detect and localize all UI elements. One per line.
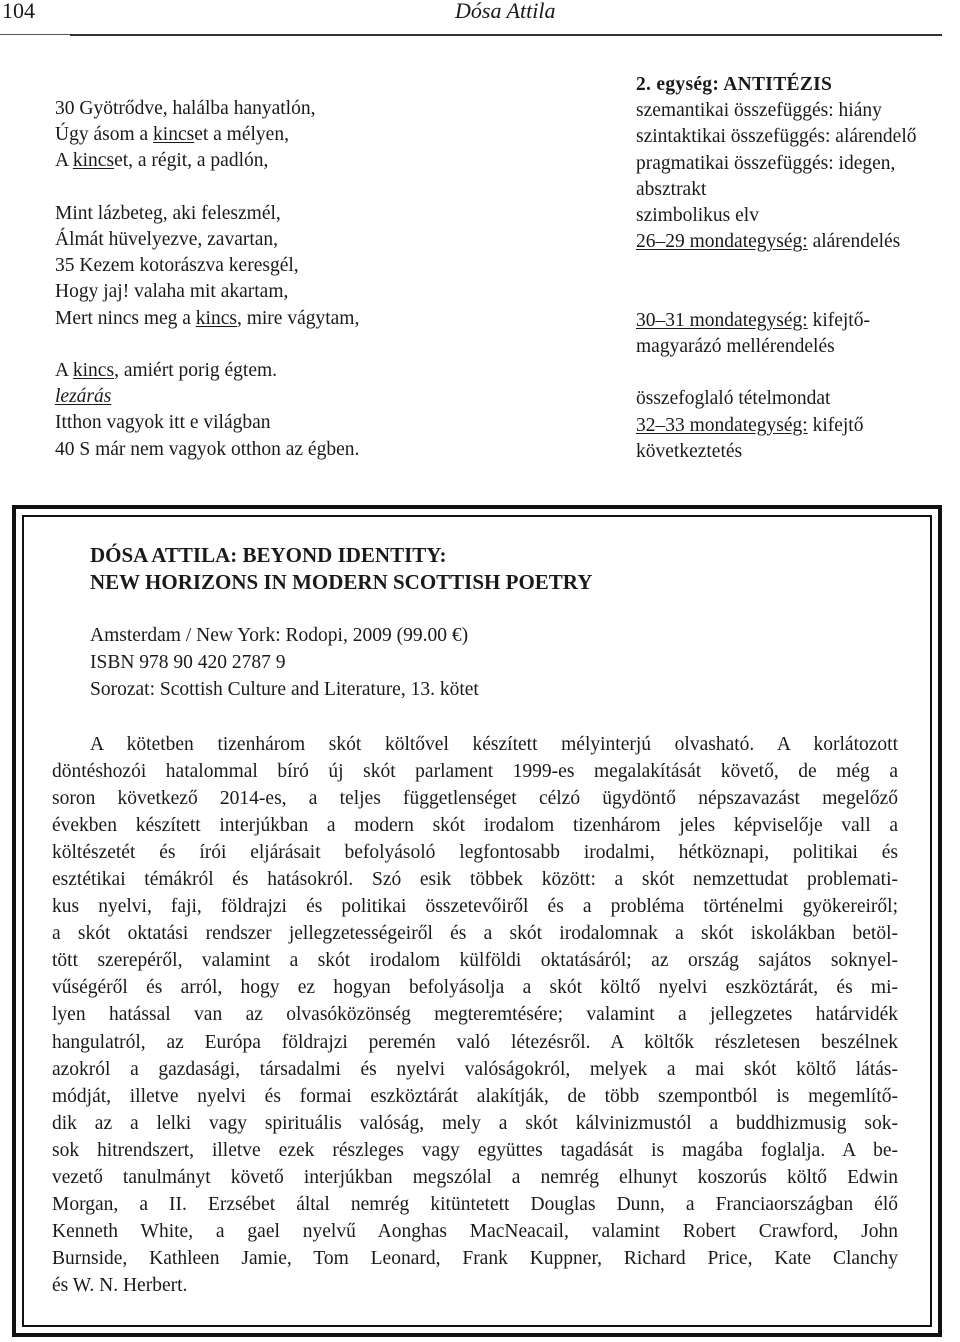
description-line: hangulatról, az Európa földrajzi peremén való létezésről. A költők részletesen beszélnek	[52, 1031, 898, 1053]
description-line: dik az a lelki vagy spirituális valóság, mely a skót kálvinizmustól a buddhizmusig sok-	[52, 1112, 898, 1134]
page-header	[0, 0, 942, 38]
description-line: Burnside, Kathleen Jamie, Tom Leonard, Frank Kuppner, Richard Price, Kate Clanchy	[52, 1247, 898, 1269]
publisher: Amsterdam / New York: Rodopi, 2009 (99.00 €)	[90, 625, 469, 646]
closing-label: lezárás	[55, 386, 112, 408]
description-line: tött szerepéről, valamint a skót irodalom külföldi oktatásáról; az ország sajátos soknyel-	[52, 950, 898, 972]
description-line: költészetét és írói eljárásait befolyásoló legfontosabb irodalmi, hétköznapi, politikai és	[52, 842, 898, 864]
poem-line: 30 Gyötrődve, halálba hanyatlón,	[55, 98, 316, 119]
analysis-line: szintaktikai összefüggés: alárendelő	[636, 126, 917, 148]
description-line: kus nyelvi, faji, földrajzi és politikai összetevőiről és a probléma történelmi gyökereiről;	[52, 896, 898, 918]
poem-line: A kincset, a régit, a padlón,	[55, 150, 269, 172]
analysis-line: 32–33 mondategység: kifejtő	[636, 414, 864, 436]
analysis-line: 30–31 mondategység: kifejtő-	[636, 309, 870, 331]
description-line: sok hitrendszert, illetve ezek részleges vagy együttes tagadását is magába foglalja. A be-	[52, 1139, 898, 1161]
book-title-line: DÓSA ATTILA: BEYOND IDENTITY:	[90, 543, 447, 567]
description-line: vezető tanulmányt követő interjúkban megszólal a nemrég elhunyt koszorús költő Edwin	[52, 1166, 898, 1188]
poem-line: Mint lázbeteg, aki feleszmél,	[55, 202, 281, 224]
analysis-line: magyarázó mellérendelés	[636, 336, 835, 357]
stanza-gap	[55, 332, 435, 358]
poem-line: 35 Kezem kotorászva keresgél,	[55, 255, 299, 277]
analysis-line: absztrakt	[636, 178, 707, 200]
page-number: 104	[2, 0, 35, 23]
running-head: Dósa Attila	[455, 0, 556, 23]
analysis-line: következtetés	[636, 440, 743, 462]
description-line: A kötetben tizenhárom skót költővel készített mélyinterjú olvasható. A korlátozott	[90, 734, 898, 755]
analysis-line: szemantikai összefüggés: hiány	[636, 100, 882, 122]
analysis-line: 26–29 mondategység: alárendelés	[636, 231, 901, 253]
description-line: Kenneth White, a gael nyelvű Aonghas MacNeacail, valamint Robert Crawford, John	[52, 1220, 898, 1242]
stanza-gap	[55, 175, 435, 201]
poem-line: Mert nincs meg a kincs, mire vágytam,	[55, 307, 360, 329]
description-line: években készített interjúkban a modern skót irodalom tizenhárom jeles képviselője vall a	[52, 815, 898, 837]
series: Sorozat: Scottish Culture and Literature, 13. kötet	[90, 679, 479, 700]
poem-line: Úgy ásom a kincset a mélyen,	[55, 124, 289, 146]
description-line: döntéshozói hatalommal bíró új skót parlament 1999-es megalakítását követő, de még a	[52, 761, 898, 783]
description-line: vűségéről és arról, hogy ez hogyan befolyásolja a skót költő nyelvi eszköztárát, és mi-	[52, 977, 898, 999]
poem-line: 40 S már nem vagyok otthon az égben.	[55, 438, 360, 460]
analysis-line: összefoglaló tételmondat	[636, 388, 831, 410]
description-line: a skót oktatási rendszer jellegzetességeiről és a skót irodalomnak a skót iskolákban betöl-	[52, 923, 898, 945]
poem-line: Álmát hüvelyezve, zavartan,	[55, 229, 279, 250]
description-line: soron következő 2014-es, a teljes függetlenséget célzó ügydöntő népszavazást megelőző	[52, 788, 898, 810]
poem-line: Itthon vagyok itt e világban	[55, 412, 271, 434]
poem-excerpt	[55, 96, 435, 463]
structural-analysis	[636, 72, 960, 465]
description-line: és W. N. Herbert.	[52, 1274, 188, 1296]
analysis-heading: 2. egység: ANTITÉZIS	[636, 74, 833, 95]
description-line: lyen hatással van az olvasóközönség megteremtésére; valamint a jellegzetes határvidék	[52, 1004, 898, 1026]
isbn: ISBN 978 90 420 2787 9	[90, 652, 286, 673]
analysis-line: szimbolikus elv	[636, 205, 759, 227]
description-line: azokról a gazdasági, társadalmi és nyelvi valóságokról, melyek a mai skót költő látás-	[52, 1058, 898, 1080]
description-line: módját, illetve nyelvi és formai eszköztárát alakítják, de több szempontból is megemlítő-	[52, 1085, 898, 1107]
poem-line: A kincs, amiért porig égtem.	[55, 360, 278, 381]
book-title	[90, 542, 900, 596]
description-line: Morgan, a II. Erzsébet által nemrég kitüntetett Douglas Dunn, a Franciaországban élő	[52, 1193, 898, 1215]
poem-line: Hogy jaj! valaha mit akartam,	[55, 281, 289, 303]
header-rule-thick	[70, 34, 942, 36]
book-description	[52, 731, 898, 1299]
book-title-line: NEW HORIZONS IN MODERN SCOTTISH POETRY	[90, 570, 593, 594]
description-line: esztétikai témákról és hatásokról. Szó esik többek között: a skót nemzettudat problemati-	[52, 869, 898, 891]
analysis-line: pragmatikai összefüggés: idegen,	[636, 152, 896, 174]
book-metadata	[90, 622, 900, 703]
